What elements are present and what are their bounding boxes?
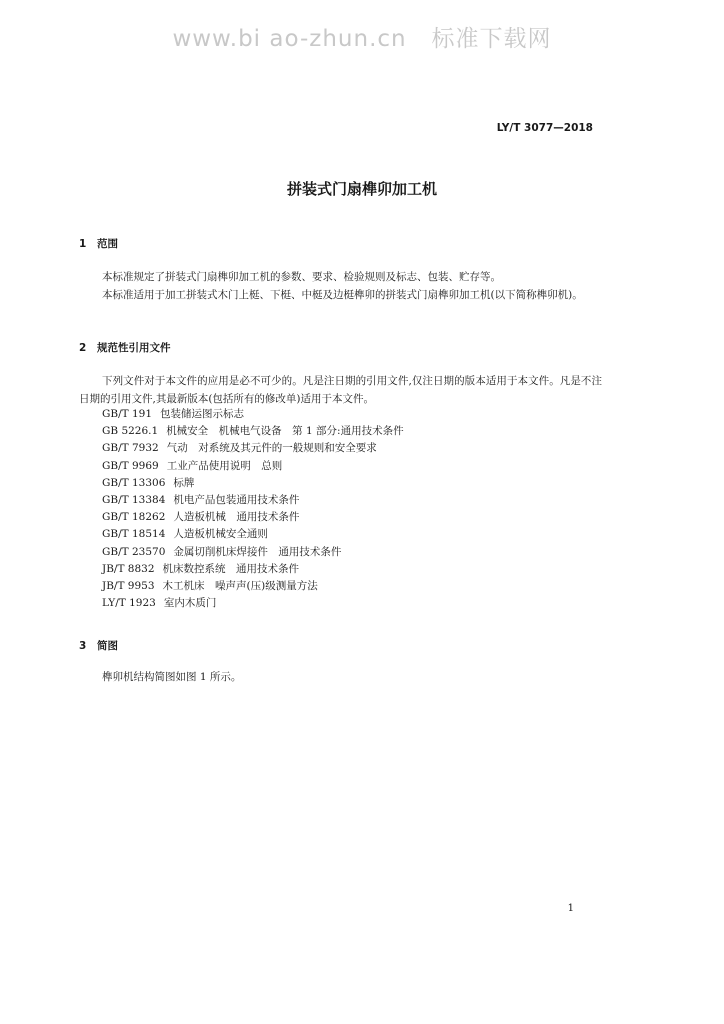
reference-list <box>102 406 404 612</box>
reference-title: 金属切削机床焊接件 通用技术条件 <box>173 545 342 558</box>
reference-title: 机电产品包装通用技术条件 <box>173 494 300 507</box>
document-title: 拼装式门扇榫卯加工机 <box>286 180 437 198</box>
reference-item <box>102 458 404 475</box>
reference-title: 气动 对系统及其元件的一般规则和安全要求 <box>166 442 377 455</box>
reference-item <box>102 440 404 457</box>
section-number: 3 <box>79 640 87 652</box>
reference-item <box>102 526 404 543</box>
reference-code: GB/T 9969 <box>102 459 159 472</box>
reference-item <box>102 475 404 492</box>
reference-code: GB/T 13306 <box>102 476 166 489</box>
section-title: 范围 <box>97 238 118 250</box>
reference-title: 机床数控系统 通用技术条件 <box>162 562 300 575</box>
reference-title: 木工机床 噪声声(压)级测量方法 <box>162 580 318 593</box>
reference-code: GB/T 18514 <box>102 528 166 541</box>
section-3-paragraph-1: 榫卯机结构简图如图 1 所示。 <box>102 671 242 683</box>
reference-item <box>102 544 404 561</box>
reference-item <box>102 423 404 440</box>
section-number: 2 <box>79 342 87 354</box>
reference-item <box>102 578 404 595</box>
reference-code: JB/T 8832 <box>102 562 155 575</box>
reference-item <box>102 509 404 526</box>
section-number: 1 <box>79 238 87 250</box>
reference-code: JB/T 9953 <box>102 580 155 593</box>
reference-code: LY/T 1923 <box>102 597 156 610</box>
reference-code: GB/T 23570 <box>102 545 166 558</box>
reference-title: 室内木质门 <box>163 597 217 610</box>
site-watermark: www.bi ao-zhun.cn 标准下载网 <box>172 26 552 52</box>
reference-item <box>102 406 404 423</box>
section-3-heading <box>79 638 118 653</box>
reference-item <box>102 561 404 578</box>
reference-code: GB/T 191 <box>102 408 153 420</box>
reference-item <box>102 595 404 612</box>
standard-code: LY/T 3077—2018 <box>496 122 593 134</box>
section-2-heading <box>79 340 171 355</box>
reference-item <box>102 492 404 509</box>
section-1-paragraph-2: 本标准适用于加工拼装式木门上梃、下梃、中梃及边梃榫卯的拼装式门扇榫卯加工机(以下简称榫卯机)。 <box>102 289 583 301</box>
reference-title: 工业产品使用说明 总则 <box>166 459 283 472</box>
reference-title: 人造板机械 通用技术条件 <box>173 511 300 524</box>
section-1-heading <box>79 236 118 251</box>
reference-code: GB 5226.1 <box>102 425 159 438</box>
reference-code: GB/T 18262 <box>102 511 166 524</box>
section-title: 规范性引用文件 <box>97 342 171 354</box>
reference-title: 包装储运图示标志 <box>160 408 245 420</box>
section-title: 简图 <box>97 640 118 652</box>
page-number: 1 <box>567 903 574 914</box>
reference-title: 标牌 <box>173 476 195 489</box>
section-1-paragraph-1: 本标准规定了拼装式门扇榫卯加工机的参数、要求、检验规则及标志、包装、贮存等。 <box>102 271 501 283</box>
reference-title: 人造板机械安全通则 <box>173 528 268 541</box>
reference-code: GB/T 13384 <box>102 494 166 507</box>
reference-title: 机械安全 机械电气设备 第 1 部分:通用技术条件 <box>166 425 404 438</box>
section-2-paragraph-1: 下列文件对于本文件的应用是必不可少的。凡是注日期的引用文件,仅注日期的版本适用于本文件。凡是不注日期的引用文件,其最新版本(包括所有的修改单)适用于本文件。 <box>79 375 602 405</box>
reference-code: GB/T 7932 <box>102 442 159 455</box>
